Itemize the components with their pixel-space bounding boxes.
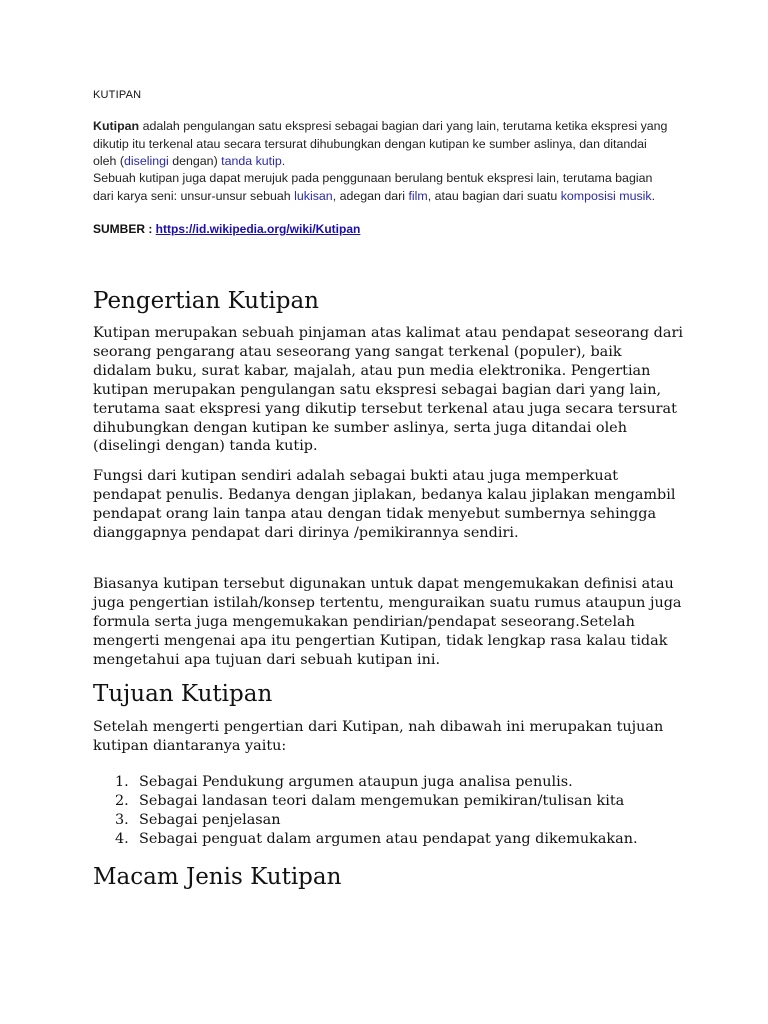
link-diselingi[interactable]: diselingi [124, 154, 169, 168]
list-item [93, 792, 693, 811]
source-label: SUMBER : [93, 222, 156, 236]
wiki-text: , atau bagian dari suatu [427, 188, 561, 203]
wiki-text: Sebuah kutipan juga dapat merujuk pada penggunaan berulang bentuk ekspresi lain, terutama bagian dari karya seni: unsur-unsur sebuah [93, 171, 653, 203]
wiki-paragraph-1 [93, 118, 673, 171]
list-item [93, 773, 693, 792]
list-text: Sebagai penguat dalam argumen atau pendapat yang dikemukakan. [139, 830, 638, 847]
link-tanda-kutip[interactable]: tanda kutip [221, 154, 282, 168]
list-number: 4. [115, 830, 129, 847]
list-number: 3. [115, 811, 129, 828]
heading-macam-jenis-kutipan: Macam Jenis Kutipan [93, 864, 342, 890]
wiki-text: dengan) [168, 154, 222, 168]
pengertian-paragraph-1: Kutipan merupakan sebuah pinjaman atas kalimat atau pendapat seseorang dari seorang pengarang atau seseorang yang sangat terkenal (populer), baik didalam buku, surat kabar, majalah, atau pun media elektronika. Pengertian kutipan merupakan pengulangan satu ekspresi sebagai bagian dari yang lain, terutama saat ekspresi yang dikutip tersebut terkenal atau juga secara tersurat dihubungkan dengan kutipan ke sumber aslinya, serta juga ditandai oleh (diselingi dengan) tanda kutip. [93, 325, 683, 455]
list-text: Sebagai penjelasan [139, 811, 281, 828]
source-line [93, 222, 360, 236]
link-lukisan[interactable]: lukisan [294, 188, 333, 203]
wiki-text: . [281, 154, 286, 168]
pengertian-paragraph-3: Biasanya kutipan tersebut digunakan untuk dapat mengemukakan definisi atau juga pengertian istilah/konsep tertentu, menguraikan suatu rumus ataupun juga formula serta juga mengemukakan pendirian/pendapat seseorang.Setelah mengerti mengenai apa itu pengertian Kutipan, tidak lengkap rasa kalau tidak mengetahui apa tujuan dari sebuah kutipan ini. [93, 576, 682, 668]
wiki-section-title: KUTIPAN [93, 89, 142, 101]
wiki-text: , adegan dari [332, 188, 409, 203]
wiki-paragraph-2 [93, 170, 673, 205]
source-url-link[interactable]: https://id.wikipedia.org/wiki/Kutipan [155, 222, 361, 236]
list-item [93, 830, 693, 849]
list-number: 1. [115, 774, 129, 790]
heading-tujuan-kutipan: Tujuan Kutipan [93, 681, 273, 707]
tujuan-intro: Setelah mengerti pengertian dari Kutipan, nah dibawah ini merupakan tujuan kutipan diantaranya yaitu: [93, 719, 664, 754]
wiki-text: . [651, 188, 656, 203]
tujuan-list [93, 773, 693, 849]
heading-pengertian-kutipan: Pengertian Kutipan [93, 288, 319, 314]
list-text: Sebagai Pendukung argumen ataupun juga analisa penulis. [139, 774, 573, 790]
wiki-text: adalah pengulangan satu ekspresi sebagai bagian dari yang lain, terutama ketika ekspresi yang dikutip itu terkenal atau secara tersurat dihubungkan dengan kutipan ke sumber aslinya, dan ditandai oleh ( [93, 119, 668, 168]
link-komposisi-musik[interactable]: komposisi musik [560, 188, 652, 203]
list-item [93, 811, 693, 830]
pengertian-paragraph-2: Fungsi dari kutipan sendiri adalah sebagai bukti atau juga memperkuat pendapat penulis. Bedanya dengan jiplakan, bedanya kalau jiplakan mengambil pendapat orang lain tanpa atau dengan tidak menyebut sumbernya sehingga dianggapnya pendapat dari dirinya /pemikirannya sendiri. [93, 468, 676, 541]
list-text: Sebagai landasan teori dalam mengemukan pemikiran/tulisan kita [139, 792, 625, 809]
wiki-term: Kutipan [93, 119, 140, 133]
link-film[interactable]: film [408, 188, 428, 203]
list-number: 2. [115, 792, 129, 809]
